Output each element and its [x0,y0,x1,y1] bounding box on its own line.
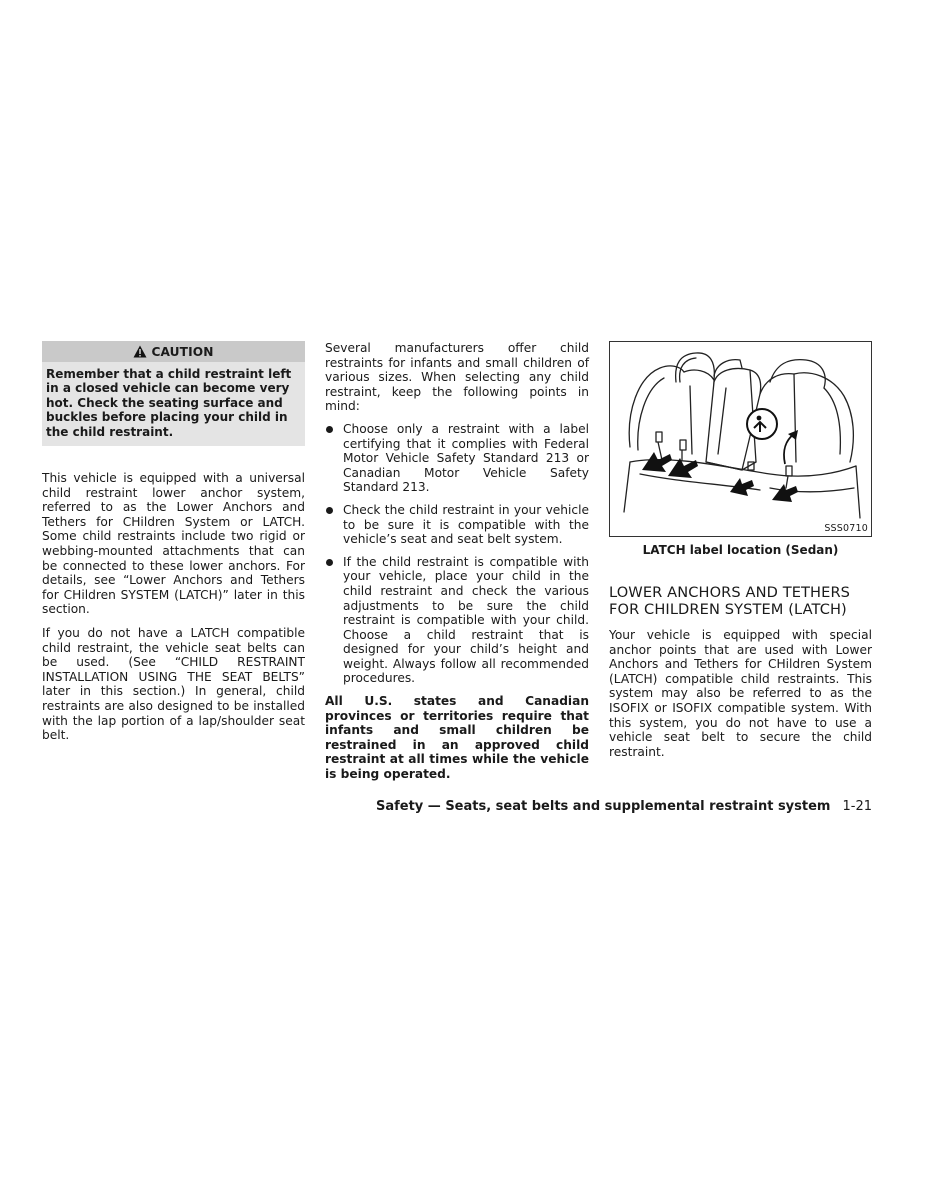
rear-seat-illustration [610,342,871,536]
paragraph-seat-belts: If you do not have a LATCH compatible child restraint, the vehicle seat belts can be used. (See “CHILD RESTRAINT INSTALLATION USING THE SEAT BELTS” later in this section.) In general, child restraints are also designed to be installed with the lap portion of a lap/shoulder seat belt. [42,625,305,743]
bullet-icon [326,507,333,514]
caution-text: Remember that a child restraint left in a closed vehicle can become very hot. Check the seating surface and buckles before placing your child in the child restraint. [46,367,292,439]
left-column [42,341,305,743]
paragraph-latch-system: Your vehicle is equipped with special anchor points that are used with Lower Anchors and Tethers for CHildren System (LATCH) compatible child restraints. This system may also be referred to as the ISOFIX or ISOFIX compatible system. With this system, you do not have to use a vehicle seat belt to secure the child restraint. [609,628,872,759]
paragraph-latch-intro: This vehicle is equipped with a universal child restraint lower anchor system, referred to as the Lower Anchors and Tethers for CHildren System or LATCH. Some child restraints include two rigid or webbing-mounted attachments that can be connected to these lower anchors. For details, see “Lower Anchors and Tethers for CHildren SYSTEM (LATCH)” later in this section. [42,471,305,617]
list-item [325,422,589,495]
page-number: 1-21 [842,799,872,814]
middle-column [325,341,589,782]
page-footer [376,799,872,814]
list-item-text: If the child restraint is compatible with your vehicle, place your child in the child restraint and check the various adjustments to be sure the child restraint is compatible with your child. Choose a child restraint that is designed for your child’s height and weight. Always follow all recommended procedures. [343,554,589,686]
bullet-icon [326,559,333,566]
caution-box [42,341,305,446]
paragraph-manufacturers: Several manufacturers offer child restraints for infants and small children of various sizes. When selecting any child restraint, keep the following points in mind: [325,341,589,414]
paragraph-legal-requirement: All U.S. states and Canadian provinces or territories require that infants and small children be restrained in an approved child restraint at all times while the vehicle is being operated. [325,694,589,782]
latch-figure [609,341,872,537]
list-item-text: Choose only a restraint with a label certifying that it complies with Federal Motor Vehicle Safety Standard 213 or Canadian Motor Vehicle Safety Standard 213. [343,421,589,495]
caution-title: CAUTION [151,344,214,359]
figure-code: SSS0710 [824,523,868,534]
list-item [325,555,589,686]
right-column [609,341,872,759]
figure-caption: LATCH label location (Sedan) [642,543,839,557]
bullet-icon [326,426,333,433]
list-item-text: Check the child restraint in your vehicle to be sure it is compatible with the vehicle’s seat and seat belt system. [343,502,589,547]
warning-icon [133,345,147,358]
bullet-list [325,422,589,686]
caution-body [42,362,305,446]
caution-header [42,341,305,362]
section-heading: LOWER ANCHORS AND TETHERS FOR CHILDREN SYSTEM (LATCH) [609,584,851,618]
footer-title: Safety — Seats, seat belts and supplemental restraint system [375,799,831,814]
list-item [325,503,589,547]
